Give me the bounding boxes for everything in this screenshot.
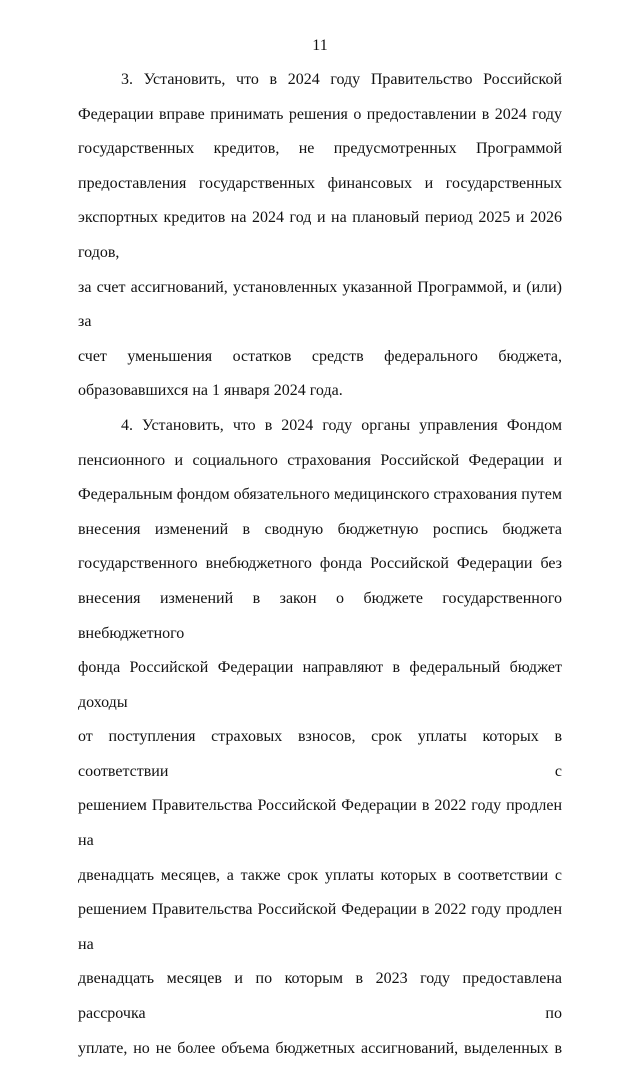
text-line: за счет ассигнований, установленных указанной Программой, и (или) за — [78, 278, 562, 331]
paragraph-4 — [78, 409, 562, 1066]
text-line: решением Правительства Российской Федерации в 2022 году продлен на — [78, 797, 562, 850]
text-line: двенадцать месяцев и по которым в 2023 году предоставлена рассрочка по — [78, 970, 562, 1023]
text-line: государственных кредитов, не предусмотренных Программой — [78, 140, 562, 158]
text-line: решением Правительства Российской Федерации в 2022 году продлен на — [78, 901, 562, 953]
text-line: государственного внебюджетного фонда Российской Федерации без — [78, 555, 562, 573]
text-line: Федеральным фондом обязательного медицинского страхования путем — [78, 486, 562, 504]
text-line: пенсионного и социального страхования Российской Федерации и — [78, 451, 562, 469]
text-line: экспортных кредитов на 2024 год и на плановый период 2025 и 2026 годов, — [78, 209, 562, 261]
text-line: уплате, но не более объема бюджетных ассигнований, выделенных в — [78, 1039, 562, 1057]
text-line: 4. Установить, что в 2024 году органы управления Фондом — [121, 416, 562, 434]
page-number: 11 — [312, 37, 328, 54]
text-line: Федерации вправе принимать решения о предоставлении в 2024 году — [78, 105, 562, 123]
text-line: 3. Установить, что в 2024 году Правительство Российской — [121, 71, 562, 88]
text-line: двенадцать месяцев, а также срок уплаты которых в соответствии с — [78, 866, 562, 884]
text-line: внесения изменений в сводную бюджетную роспись бюджета — [78, 520, 562, 538]
text-line: счет уменьшения остатков средств федерального бюджета, — [78, 347, 562, 365]
text-line: образовавшихся на 1 января 2024 года. — [78, 382, 343, 400]
document-body — [78, 63, 562, 1066]
text-line: внесения изменений в закон о бюджете государственного внебюджетного — [78, 589, 562, 642]
text-line: предоставления государственных финансовых и государственных — [78, 174, 562, 192]
paragraph-3 — [78, 63, 562, 409]
text-line: от поступления страховых взносов, срок уплаты которых в соответствии с — [78, 728, 562, 780]
text-line: фонда Российской Федерации направляют в федеральный бюджет доходы — [78, 659, 562, 711]
